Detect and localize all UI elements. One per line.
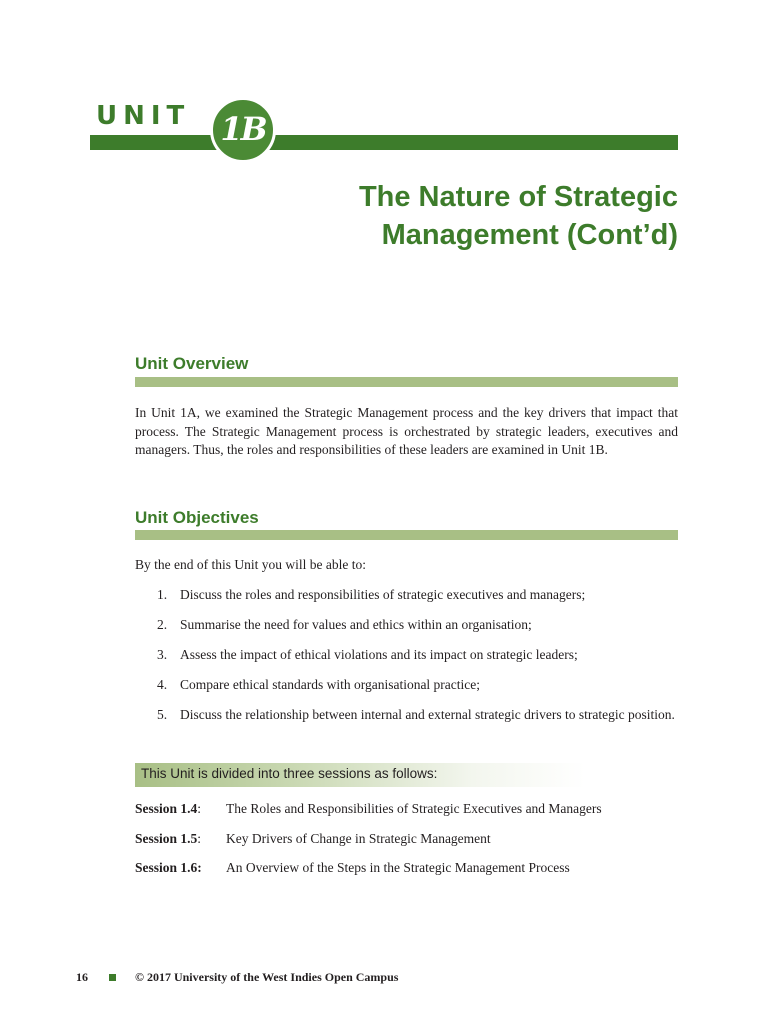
session-label-text: Session 1.5 [135,831,198,846]
list-item-number: 4. [157,677,168,692]
sessions-banner-text: This Unit is divided into three sessions as follows: [141,766,438,781]
session-label-text: Session 1.4 [135,801,198,816]
session-title: Key Drivers of Change in Strategic Management [226,831,491,846]
unit-overview-heading: Unit Overview [135,354,249,373]
list-item-number: 2. [157,617,168,632]
sessions-banner [135,763,585,787]
session-label-text: Session 1.6: [135,860,202,875]
session-label [135,801,201,817]
list-item-text: Discuss the relationship between internal and external strategic drivers to strategic position. [180,707,675,722]
list-item [135,646,678,665]
unit-overview-rule [135,377,678,387]
session-label-colon: : [197,831,202,846]
unit-objectives-rule [135,530,678,540]
list-item [135,676,678,695]
list-item-text: Discuss the roles and responsibilities of strategic executives and managers; [180,587,586,602]
list-item-number: 5. [157,707,168,722]
unit-label: UNIT [96,101,191,131]
session-title: An Overview of the Steps in the Strategic Management Process [226,860,570,875]
list-item [135,586,678,605]
list-item [135,706,678,725]
objectives-list [135,586,678,736]
unit-number-badge: 1B [210,97,276,163]
session-title: The Roles and Responsibilities of Strategic Executives and Managers [226,801,602,816]
page-title-line-2: Management (Cont’d) [381,219,678,251]
page-number: 16 [76,970,88,984]
objectives-intro: By the end of this Unit you will be able to: [135,557,366,572]
unit-header-bar [90,135,678,150]
unit-overview-text: In Unit 1A, we examined the Strategic Management process and the key drivers that impact that process. The Strategic Management process is orchestrated by strategic leaders, executives and managers. Thus, the roles and responsibilities of these leaders are examined in Unit 1B. [135,405,678,457]
session-label-colon: : [197,801,202,816]
list-item-text: Compare ethical standards with organisational practice; [180,677,481,692]
list-item-text: Summarise the need for values and ethics within an organisation; [180,617,532,632]
unit-objectives-heading: Unit Objectives [135,508,259,527]
footer-copyright: © 2017 University of the West Indies Open Campus [135,970,399,984]
list-item-number: 1. [157,587,168,602]
list-item [135,616,678,635]
list-item-number: 3. [157,647,168,662]
session-label [135,831,201,847]
session-label [135,860,202,876]
page-title [258,178,678,254]
footer-square-icon [109,974,116,981]
list-item-text: Assess the impact of ethical violations and its impact on strategic leaders; [180,647,578,662]
page-title-line-1: The Nature of Strategic [358,181,678,213]
